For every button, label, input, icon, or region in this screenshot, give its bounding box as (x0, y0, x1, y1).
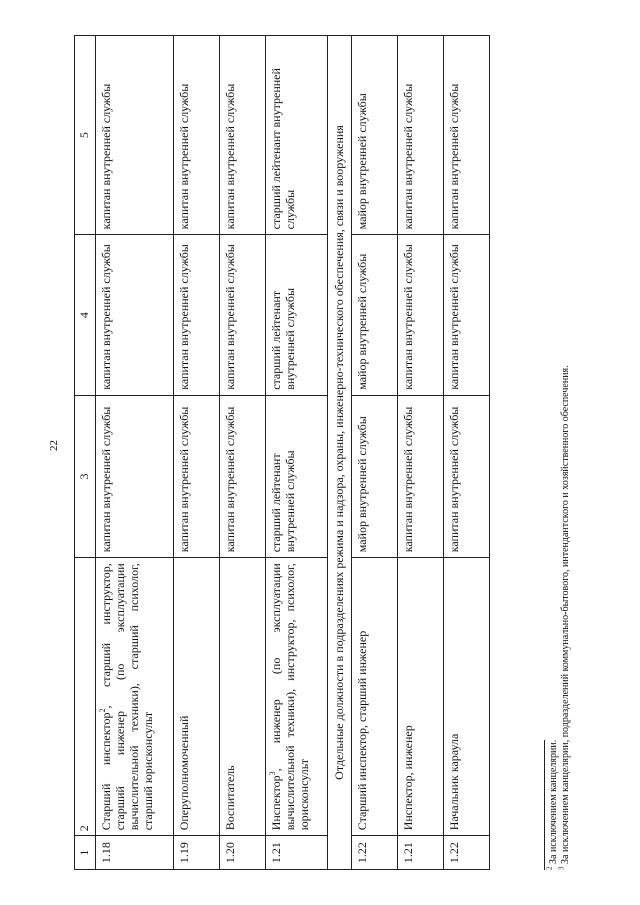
rank-cell-3: капитан внутренней службы (220, 395, 266, 558)
page-number: 22 (48, 440, 60, 451)
rank-cell-4: капитан внутренней службы (174, 235, 220, 395)
header-col-2: 2 (75, 558, 96, 836)
footnote-mark: 3 (268, 771, 277, 776)
row-number: 1.18 (96, 836, 174, 870)
position-text-rest: , старший инструктор, старший инженер (по эксплуатации вычислительной техники), старший психолог, старший юрисконсульт (99, 563, 155, 831)
position-text: Воспитатель (223, 765, 237, 831)
row-number: 1.22 (444, 836, 490, 870)
header-row (75, 36, 96, 870)
section-heading: Отдельные должности в подразделениях режима и надзора, охраны, инженерно-технического обеспечения, связи и вооружения (328, 36, 352, 870)
position-text: Оперуполномоченный (177, 715, 191, 831)
rank-cell-5: капитан внутренней службы (398, 36, 444, 235)
header-col-1: 1 (75, 836, 96, 870)
position-cell (220, 558, 266, 836)
rank-cell-4: старший лейтенант внутренней службы (266, 235, 328, 395)
position-cell (174, 558, 220, 836)
table-row (174, 36, 220, 870)
rank-cell-5: капитан внутренней службы (444, 36, 490, 235)
rank-cell-3: капитан внутренней службы (174, 395, 220, 558)
footnote-mark: 2 (545, 866, 554, 870)
table-row (398, 36, 444, 870)
row-number: 1.21 (398, 836, 444, 870)
rank-cell-5: капитан внутренней службы (220, 36, 266, 235)
rank-cell-4: капитан внутренней службы (444, 235, 490, 395)
section-heading-row (328, 36, 352, 870)
footnote-mark: 3 (557, 866, 566, 870)
rank-cell-3: капитан внутренней службы (398, 395, 444, 558)
header-col-4: 4 (75, 235, 96, 395)
footnote-mark: 2 (98, 708, 107, 713)
rank-cell-4: капитан внутренней службы (96, 235, 174, 395)
header-col-3: 3 (75, 395, 96, 558)
row-number: 1.22 (352, 836, 398, 870)
rank-cell-3: капитан внутренней службы (444, 395, 490, 558)
position-text-rest: , инженер (по эксплуатации вычислительной техники), инструктор, психолог, юрисконсульт (269, 563, 311, 831)
footnote-divider (544, 740, 545, 870)
table-row (352, 36, 398, 870)
rank-cell-4: майор внутренней службы (352, 235, 398, 395)
table-row (220, 36, 266, 870)
rotated-page-content (74, 35, 594, 870)
row-number: 1.19 (174, 836, 220, 870)
position-cell (96, 558, 174, 836)
footnotes (544, 35, 572, 870)
rank-cell-3: старший лейтенант внутренней службы (266, 395, 328, 558)
row-number: 1.21 (266, 836, 328, 870)
position-text: Старший инспектор (99, 712, 113, 831)
table-row (266, 36, 328, 870)
rank-cell-5: старший лейтенант внутренней службы (266, 36, 328, 235)
rank-cell-5: капитан внутренней службы (96, 36, 174, 235)
rank-cell-3: майор внутренней службы (352, 395, 398, 558)
footnote-text: За исключением канцелярии, подразделений коммунально-бытового, интендантского и хозяйственного обеспечения. (560, 365, 571, 864)
rank-cell-3: капитан внутренней службы (96, 395, 174, 558)
positions-table (74, 35, 490, 870)
rank-cell-5: капитан внутренней службы (174, 36, 220, 235)
header-col-5: 5 (75, 36, 96, 235)
rank-cell-4: капитан внутренней службы (220, 235, 266, 395)
footnote (557, 35, 572, 870)
footnote (545, 35, 560, 870)
table-row (96, 36, 174, 870)
rank-cell-4: капитан внутренней службы (398, 235, 444, 395)
position-cell: Начальник караула (444, 558, 490, 836)
rank-cell-5: майор внутренней службы (352, 36, 398, 235)
position-cell (266, 558, 328, 836)
position-cell: Старший инспектор, старший инженер (352, 558, 398, 836)
position-cell: Инспектор, инженер (398, 558, 444, 836)
position-text: Инспектор (269, 775, 283, 831)
table-row (444, 36, 490, 870)
footnote-text: За исключением канцелярии. (548, 739, 559, 864)
row-number: 1.20 (220, 836, 266, 870)
